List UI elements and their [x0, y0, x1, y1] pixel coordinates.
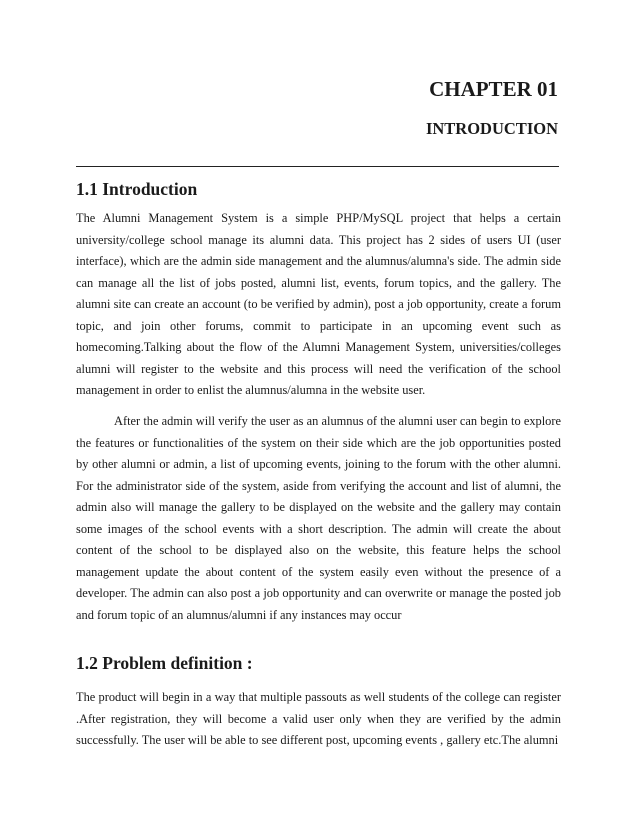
section-heading-introduction: 1.1 Introduction	[76, 179, 198, 199]
chapter-number: CHAPTER 01	[429, 77, 558, 101]
paragraph: The Alumni Management System is a simple PHP/MySQL project that helps a certain university/college school manage its alumni data. This project has 2 sides of users UI (user interface), which are the admin side management and the alumnus/alumna's side. The admin side can manage all the list of jobs posted, alumni list, events, forum topics, and the gallery. The alumni site can create an account (to be verified by admin), post a job opportunity, create a forum topic, and join other forums, commit to participate in an upcoming event such as homecoming.Talking about the flow of the Alumni Management System, universities/colleges alumni will register to the website and this process will need the verification of the school management in order to enlist the alumnus/alumna in the website user.	[76, 211, 561, 397]
horizontal-rule	[76, 166, 559, 167]
paragraph: The product will begin in a way that multiple passouts as well students of the college can register .After registration, they will become a valid user only when they are verified by the admin successfully. The user will be able to see different post, upcoming events , gallery etc.The alumni	[76, 690, 561, 747]
paragraph: After the admin will verify the user as an alumnus of the alumni user can begin to explore the features or functionalities of the system on their side which are the job opportunities posted by other alumni or admin, a list of upcoming events, joining to the forum with the other alumni. For the administrator side of the system, aside from verifying the account and list of alumni, the admin also will manage the gallery to be displayed on the website and the gallery may contain some images of the school events with a short description. The admin will create the about content of the school to be displayed also on the website, this feature helps the school management update the about content of the system easily even without the presence of a developer. The admin can also post a job opportunity and can overwrite or manage the posted job and forum topic of an alumnus/alumni if any instances may occur	[76, 414, 561, 622]
section-heading-problem-definition: 1.2 Problem definition :	[76, 653, 253, 673]
chapter-title: INTRODUCTION	[425, 119, 558, 138]
